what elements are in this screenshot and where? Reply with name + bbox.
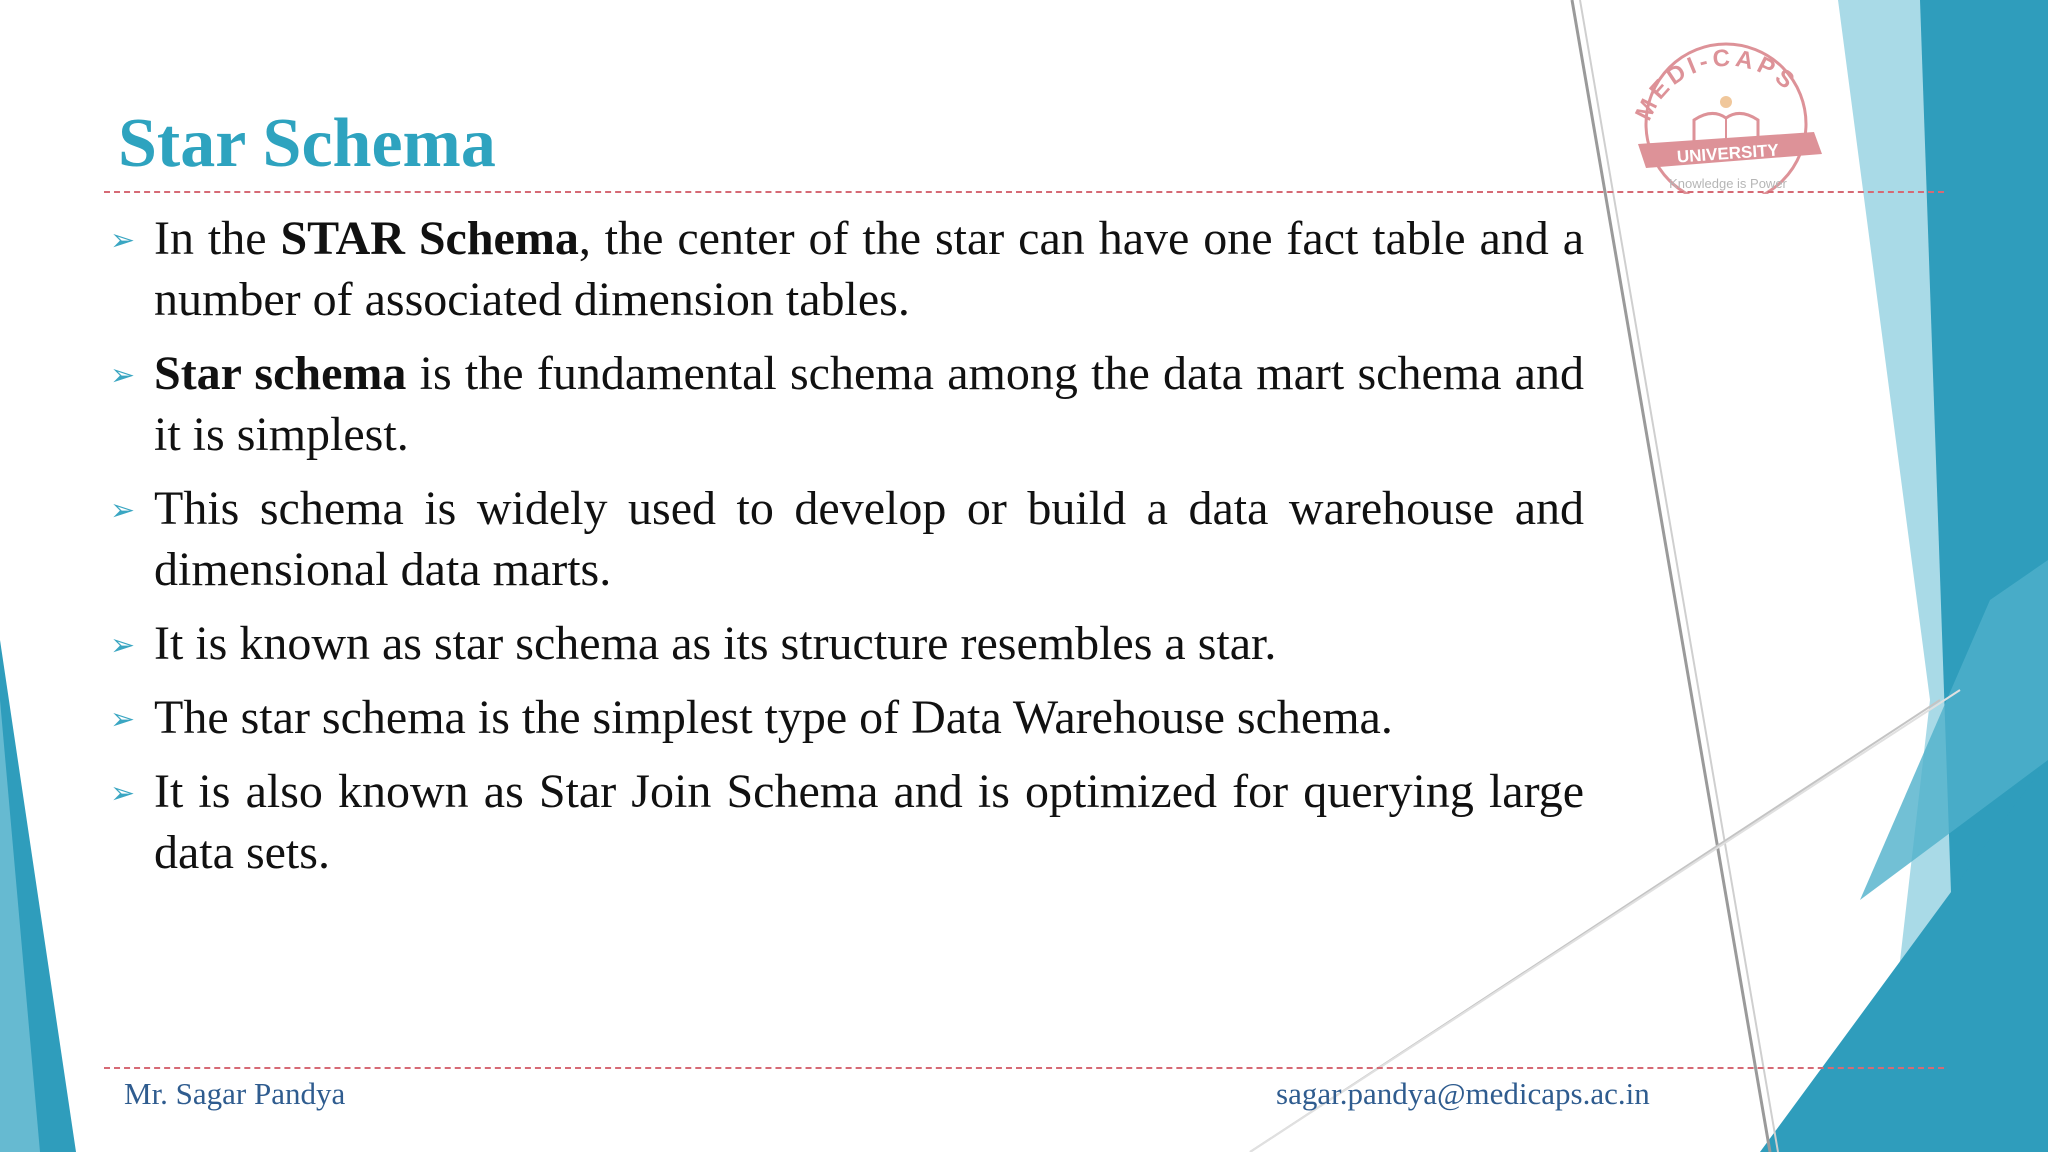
slide-title: Star Schema <box>118 105 496 182</box>
logo-arc-text: MEDI-CAPS <box>1630 44 1803 125</box>
logo-tagline: Knowledge is Power <box>1669 176 1787 191</box>
bullet-bold-term: STAR Schema <box>280 212 579 265</box>
title-divider <box>104 191 1944 193</box>
arrow-right-outline-icon: ➢ <box>110 702 136 737</box>
arrow-right-outline-icon: ➢ <box>110 776 136 811</box>
university-logo <box>1616 28 1836 194</box>
footer-divider <box>104 1067 1944 1069</box>
bullet-item: ➢ It is also known as Star Join Schema and is optimized for querying large data sets. <box>110 765 1584 879</box>
arrow-right-outline-icon: ➢ <box>110 358 136 393</box>
logo-banner-text: UNIVERSITY <box>1676 140 1780 167</box>
arrow-right-outline-icon: ➢ <box>110 493 136 528</box>
bullet-item: ➢ The star schema is the simplest type of Data Warehouse schema. <box>104 687 1584 748</box>
bullet-bold-term: Star schema <box>154 347 407 400</box>
bullet-item: ➢ Star schema is the fundamental schema among the data mart schema and it is simplest. <box>110 347 1584 461</box>
bullet-item: ➢ This schema is widely used to develop or build a data warehouse and dimensional data marts. <box>110 482 1584 596</box>
footer-author: Mr. Sagar Pandya <box>124 1076 346 1111</box>
bullet-item: ➢ In the STAR Schema, the center of the star can have one fact table and a number of associated dimension tables. <box>110 212 1585 326</box>
arrow-right-outline-icon: ➢ <box>110 628 136 663</box>
bullet-item: ➢ It is known as star schema as its structure resembles a star. <box>104 613 1584 674</box>
footer-email[interactable]: sagar.pandya@medicaps.ac.in <box>1276 1076 1650 1111</box>
arrow-right-outline-icon: ➢ <box>110 223 136 258</box>
bullet-list <box>104 208 1584 896</box>
